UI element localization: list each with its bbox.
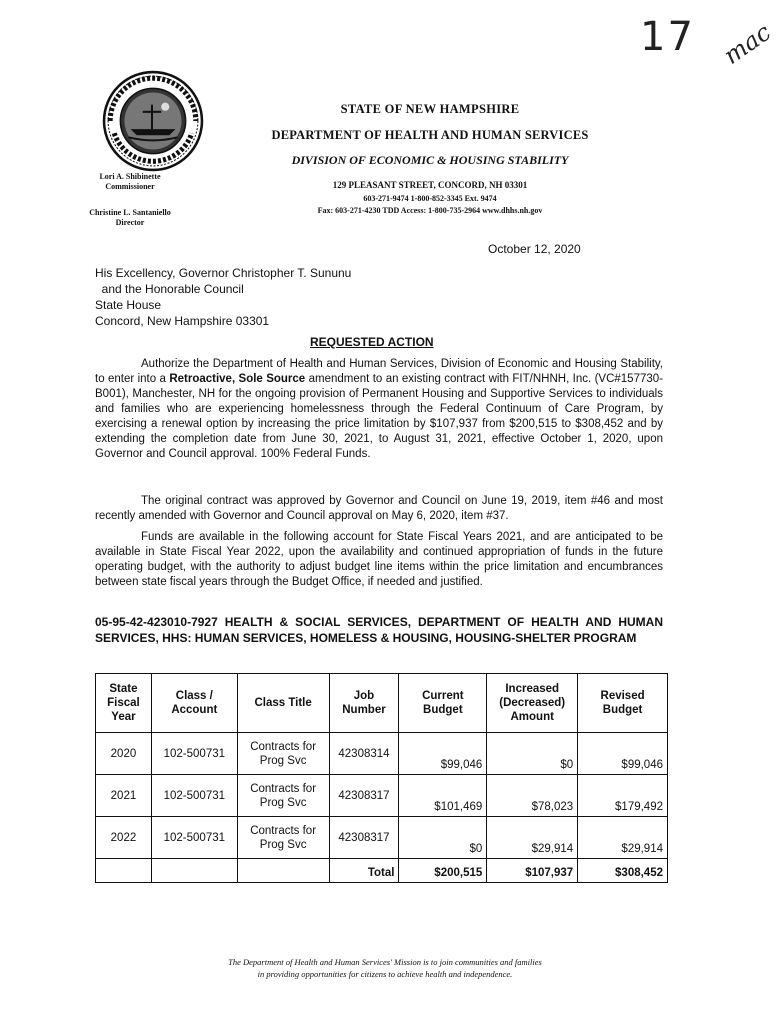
table-row: [96, 733, 668, 775]
cell-title: Contracts for Prog Svc: [237, 817, 329, 859]
letterhead-phones: 603-271-9474 1-800-852-3345 Ext. 9474: [363, 194, 497, 203]
paragraph-funds: Funds are available in the following account for State Fiscal Years 2021, and are anticipated to be available in State Fiscal Year 2022, upon the availability and continued appropriation of funds in the future operating budget, with the authority to adjust budget line items within the price limitation and encumbrances between state fiscal years through the Budget Office, if needed and justified.: [95, 531, 663, 588]
cell-title: Contracts for Prog Svc: [237, 733, 329, 775]
mission-line: in providing opportunities for citizens to achieve health and independence.: [257, 969, 513, 979]
total-revised: $308,452: [578, 859, 668, 883]
commissioner-block: [80, 172, 180, 192]
paragraph-original-contract: The original contract was approved by Governor and Council on June 19, 2019, item #46 and most recently amended with Governor and Council approval on May 6, 2020, item #37.: [95, 495, 663, 522]
commissioner-name: Lori A. Shibinette: [99, 172, 161, 181]
cell-increase: $0: [487, 733, 578, 775]
handwritten-initials: mac: [718, 18, 776, 70]
cell-year: 2022: [96, 817, 152, 859]
cell-revised: $99,046: [578, 733, 668, 775]
letterhead-address: 129 PLEASANT STREET, CONCORD, NH 03301: [332, 180, 528, 190]
cell-current: $101,469: [399, 775, 487, 817]
cell-increase: $78,023: [487, 775, 578, 817]
cell-empty: [151, 859, 237, 883]
header-sfy: State Fiscal Year: [96, 674, 152, 733]
addressee-line: and the Honorable Council: [95, 282, 244, 296]
director-title: Director: [115, 218, 145, 227]
header-current: Current Budget: [399, 674, 487, 733]
cell-current: $0: [399, 817, 487, 859]
cell-year: 2020: [96, 733, 152, 775]
header-revised: Revised Budget: [578, 674, 668, 733]
director-name: Christine L. Santaniello: [89, 208, 171, 217]
table-row: [96, 775, 668, 817]
table-row: [96, 817, 668, 859]
handwritten-page-number: 17: [640, 14, 695, 60]
table-header-row: [96, 674, 668, 733]
addressee-line: State House: [95, 298, 162, 312]
cell-job: 42308314: [329, 733, 399, 775]
cell-increase: $29,914: [487, 817, 578, 859]
addressee-line: His Excellency, Governor Christopher T. Sununu: [95, 266, 352, 280]
total-label: Total: [329, 859, 399, 883]
header-class: Class / Account: [151, 674, 237, 733]
cell-revised: $179,492: [578, 775, 668, 817]
addressee-block: [95, 265, 351, 329]
total-current: $200,515: [399, 859, 487, 883]
letterhead-fax: Fax: 603-271-4230 TDD Access: 1-800-735-2964 www.dhhs.nh.gov: [317, 206, 543, 215]
table-total-row: [96, 859, 668, 883]
director-block: [80, 208, 180, 228]
cell-job: 42308317: [329, 817, 399, 859]
header-job: Job Number: [329, 674, 399, 733]
total-increase: $107,937: [487, 859, 578, 883]
letterhead-state: STATE OF NEW HAMPSHIRE: [340, 102, 520, 116]
cell-revised: $29,914: [578, 817, 668, 859]
paragraph-authorize: Authorize the Department of Health and Human Services, Division of Economic and Housing Stability, to enter into a Retroactive, Sole Source amendment to an existing contract with FIT/NHNH, Inc. (VC#157730-B001), Manchester, NH for the ongoing provision of Permanent Housing and Supportive Services to individuals and families who are experiencing homelessness through the Federal Continuum of Care Program, by exercising a renewal option by increasing the price limitation by $107,937 from $200,515 to $308,452 and by extending the completion date from June 30, 2021, to August 31, 2021, effective October 1, 2020, upon Governor and Council approval. 100% Federal Funds.: [95, 358, 663, 460]
account-heading: 05-95-42-423010-7927 HEALTH & SOCIAL SERVICES, DEPARTMENT OF HEALTH AND HUMAN SERVICES, HHS: HUMAN SERVICES, HOMELESS & HOUSING, HOUSING-SHELTER PROGRAM: [95, 615, 663, 645]
mission-line: The Department of Health and Human Services' Mission is to join communities and families: [228, 957, 542, 967]
header-increased: Increased (Decreased) Amount: [487, 674, 578, 733]
letterhead-division: DIVISION OF ECONOMIC & HOUSING STABILITY: [291, 153, 569, 167]
cell-year: 2021: [96, 775, 152, 817]
budget-table: [95, 673, 668, 883]
header-title: Class Title: [237, 674, 329, 733]
cell-account: 102-500731: [151, 775, 237, 817]
addressee-line: Concord, New Hampshire 03301: [95, 314, 270, 328]
cell-empty: [237, 859, 329, 883]
letterhead-department: DEPARTMENT OF HEALTH AND HUMAN SERVICES: [271, 128, 589, 142]
state-seal-icon: [102, 70, 204, 172]
cell-current: $99,046: [399, 733, 487, 775]
cell-account: 102-500731: [151, 817, 237, 859]
commissioner-title: Commissioner: [105, 182, 155, 191]
cell-title: Contracts for Prog Svc: [237, 775, 329, 817]
cell-empty: [96, 859, 152, 883]
mission-statement: [150, 956, 620, 980]
cell-account: 102-500731: [151, 733, 237, 775]
requested-action-heading: REQUESTED ACTION: [310, 335, 434, 349]
letter-date: October 12, 2020: [488, 242, 581, 256]
cell-job: 42308317: [329, 775, 399, 817]
